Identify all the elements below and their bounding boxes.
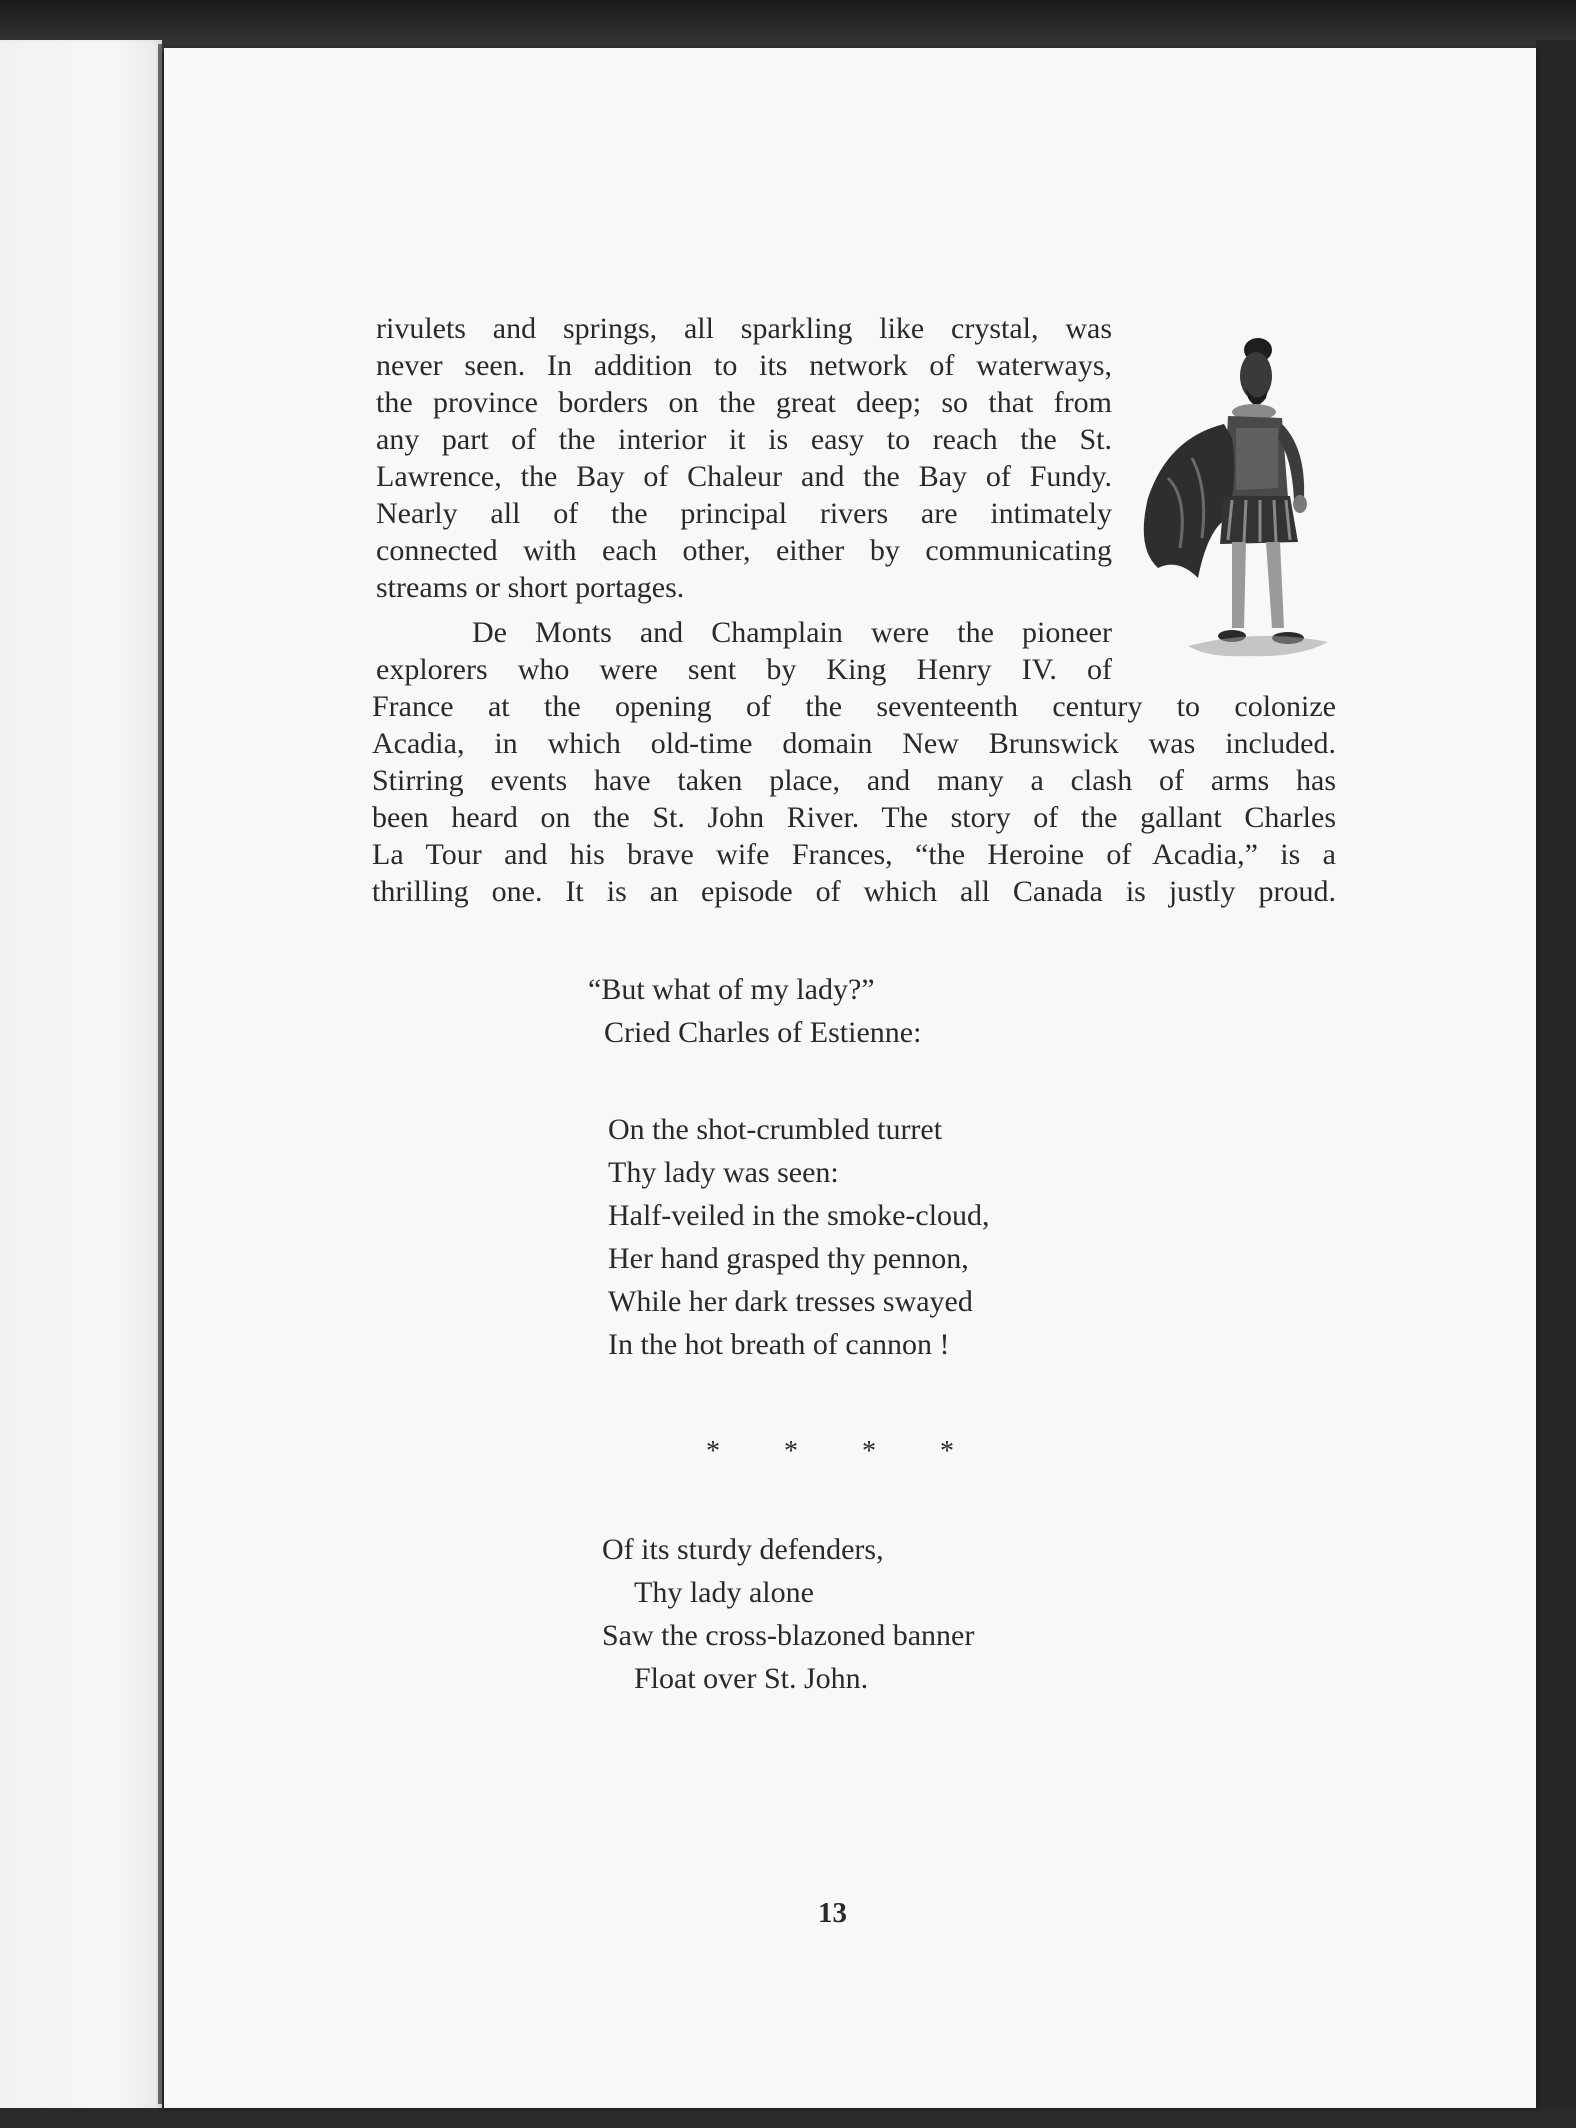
paragraph-2-narrow (376, 614, 1112, 688)
text-line: Acadia, in which old-time domain New Brunswick was included. (372, 727, 1336, 760)
verse-line: Cried Charles of Estienne: (604, 1016, 922, 1049)
section-separator (706, 1436, 1018, 1468)
verse-stanza-2 (608, 1108, 990, 1366)
previous-page-edge (0, 40, 162, 2110)
scan-border-bottom (0, 2108, 1576, 2128)
separator-star: * (706, 1436, 720, 1467)
text-line: De Monts and Champlain were the pioneer (472, 616, 1112, 649)
page-number: 13 (818, 1897, 847, 1929)
text-line: connected with each other, either by communicating (376, 534, 1112, 567)
verse-line: Saw the cross-blazoned banner (602, 1619, 975, 1652)
verse-stanza-1 (588, 968, 921, 1054)
separator-star: * (862, 1436, 876, 1467)
text-line: thrilling one. It is an episode of which all Canada is justly proud. (372, 875, 1336, 908)
text-line: Stirring events have taken place, and many a clash of arms has (372, 764, 1336, 797)
text-line: Nearly all of the principal rivers are intimately (376, 497, 1112, 530)
verse-line: While her dark tresses swayed (608, 1285, 973, 1318)
text-line: streams or short portages. (376, 571, 685, 604)
scan-border-top (0, 0, 1576, 52)
verse-line: “But what of my lady?” (588, 973, 875, 1006)
paragraph-1 (376, 310, 1112, 606)
verse-line: Thy lady was seen: (608, 1156, 839, 1189)
text-line: France at the opening of the seventeenth century to colonize (372, 690, 1336, 723)
text-line: been heard on the St. John River. The story of the gallant Charles (372, 801, 1336, 834)
text-line: rivulets and springs, all sparkling like crystal, was (376, 312, 1112, 345)
verse-line: Thy lady alone (634, 1576, 814, 1609)
verse-line: Of its sturdy defenders, (602, 1533, 884, 1566)
text-line: any part of the interior it is easy to reach the St. (376, 423, 1112, 456)
text-line: explorers who were sent by King Henry IV. of (376, 653, 1112, 686)
verse-line: On the shot-crumbled turret (608, 1113, 943, 1146)
text-line: La Tour and his brave wife Frances, “the Heroine of Acadia,” is a (372, 838, 1336, 871)
scan-border-right (1536, 40, 1576, 2128)
separator-star: * (940, 1436, 954, 1467)
text-line: Lawrence, the Bay of Chaleur and the Bay of Fundy. (376, 460, 1112, 493)
verse-line: Half-veiled in the smoke-cloud, (608, 1199, 990, 1232)
verse-stanza-3 (602, 1528, 974, 1700)
text-line: never seen. In addition to its network of waterways, (376, 349, 1112, 382)
page-gutter (158, 44, 162, 2104)
verse-line: Float over St. John. (634, 1662, 869, 1695)
text-line: the province borders on the great deep; so that from (376, 386, 1112, 419)
verse-line: Her hand grasped thy pennon, (608, 1242, 969, 1275)
cavalier-figure-illustration (1128, 328, 1340, 688)
paragraph-2-wide (372, 688, 1336, 910)
separator-star: * (784, 1436, 798, 1467)
verse-line: In the hot breath of cannon ! (608, 1328, 950, 1361)
